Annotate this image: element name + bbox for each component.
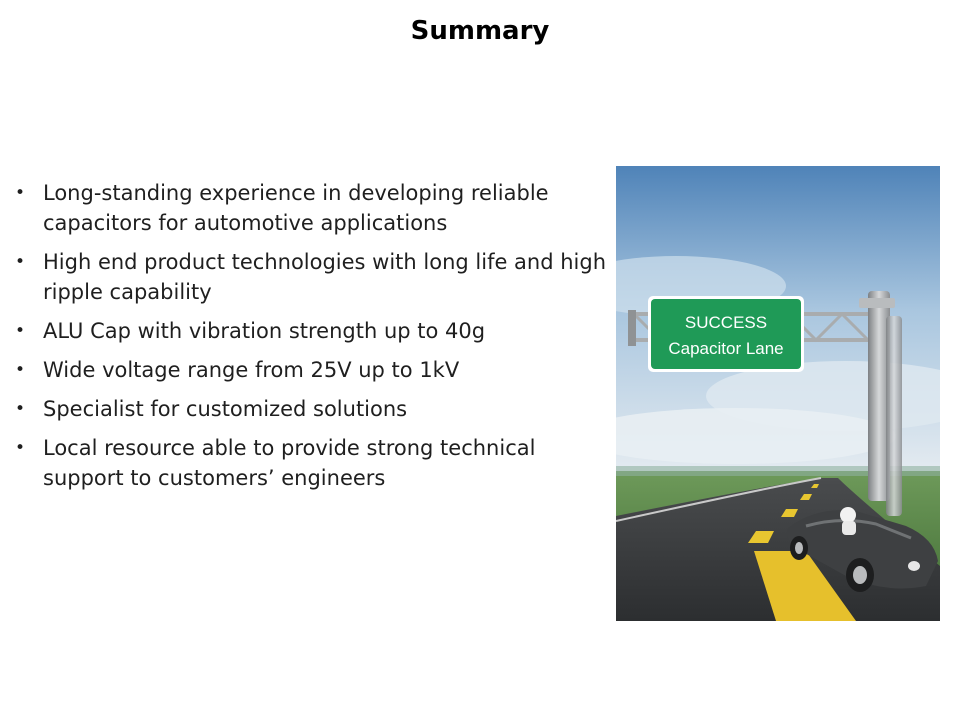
- bullet-item: • Long-standing experience in developing reliable capacitors for automotive applications: [14, 178, 614, 238]
- bullet-item: • High end product technologies with long life and high ripple capability: [14, 247, 614, 307]
- bullet-item: • Local resource able to provide strong technical support to customers’ engineers: [14, 433, 614, 493]
- sign-line-capacitor-lane: Capacitor Lane: [668, 339, 784, 358]
- bullet-list: [14, 178, 614, 502]
- bullet-item: • Wide voltage range from 25V up to 1kV: [14, 355, 614, 385]
- bullet-item: • Specialist for customized solutions: [14, 394, 614, 424]
- sign-line-success: SUCCESS: [684, 313, 768, 332]
- road-illustration: [616, 166, 940, 621]
- bullet-item: • ALU Cap with vibration strength up to 40g: [14, 316, 614, 346]
- road-scene-svg: [616, 166, 940, 621]
- slide-title: Summary: [410, 16, 550, 46]
